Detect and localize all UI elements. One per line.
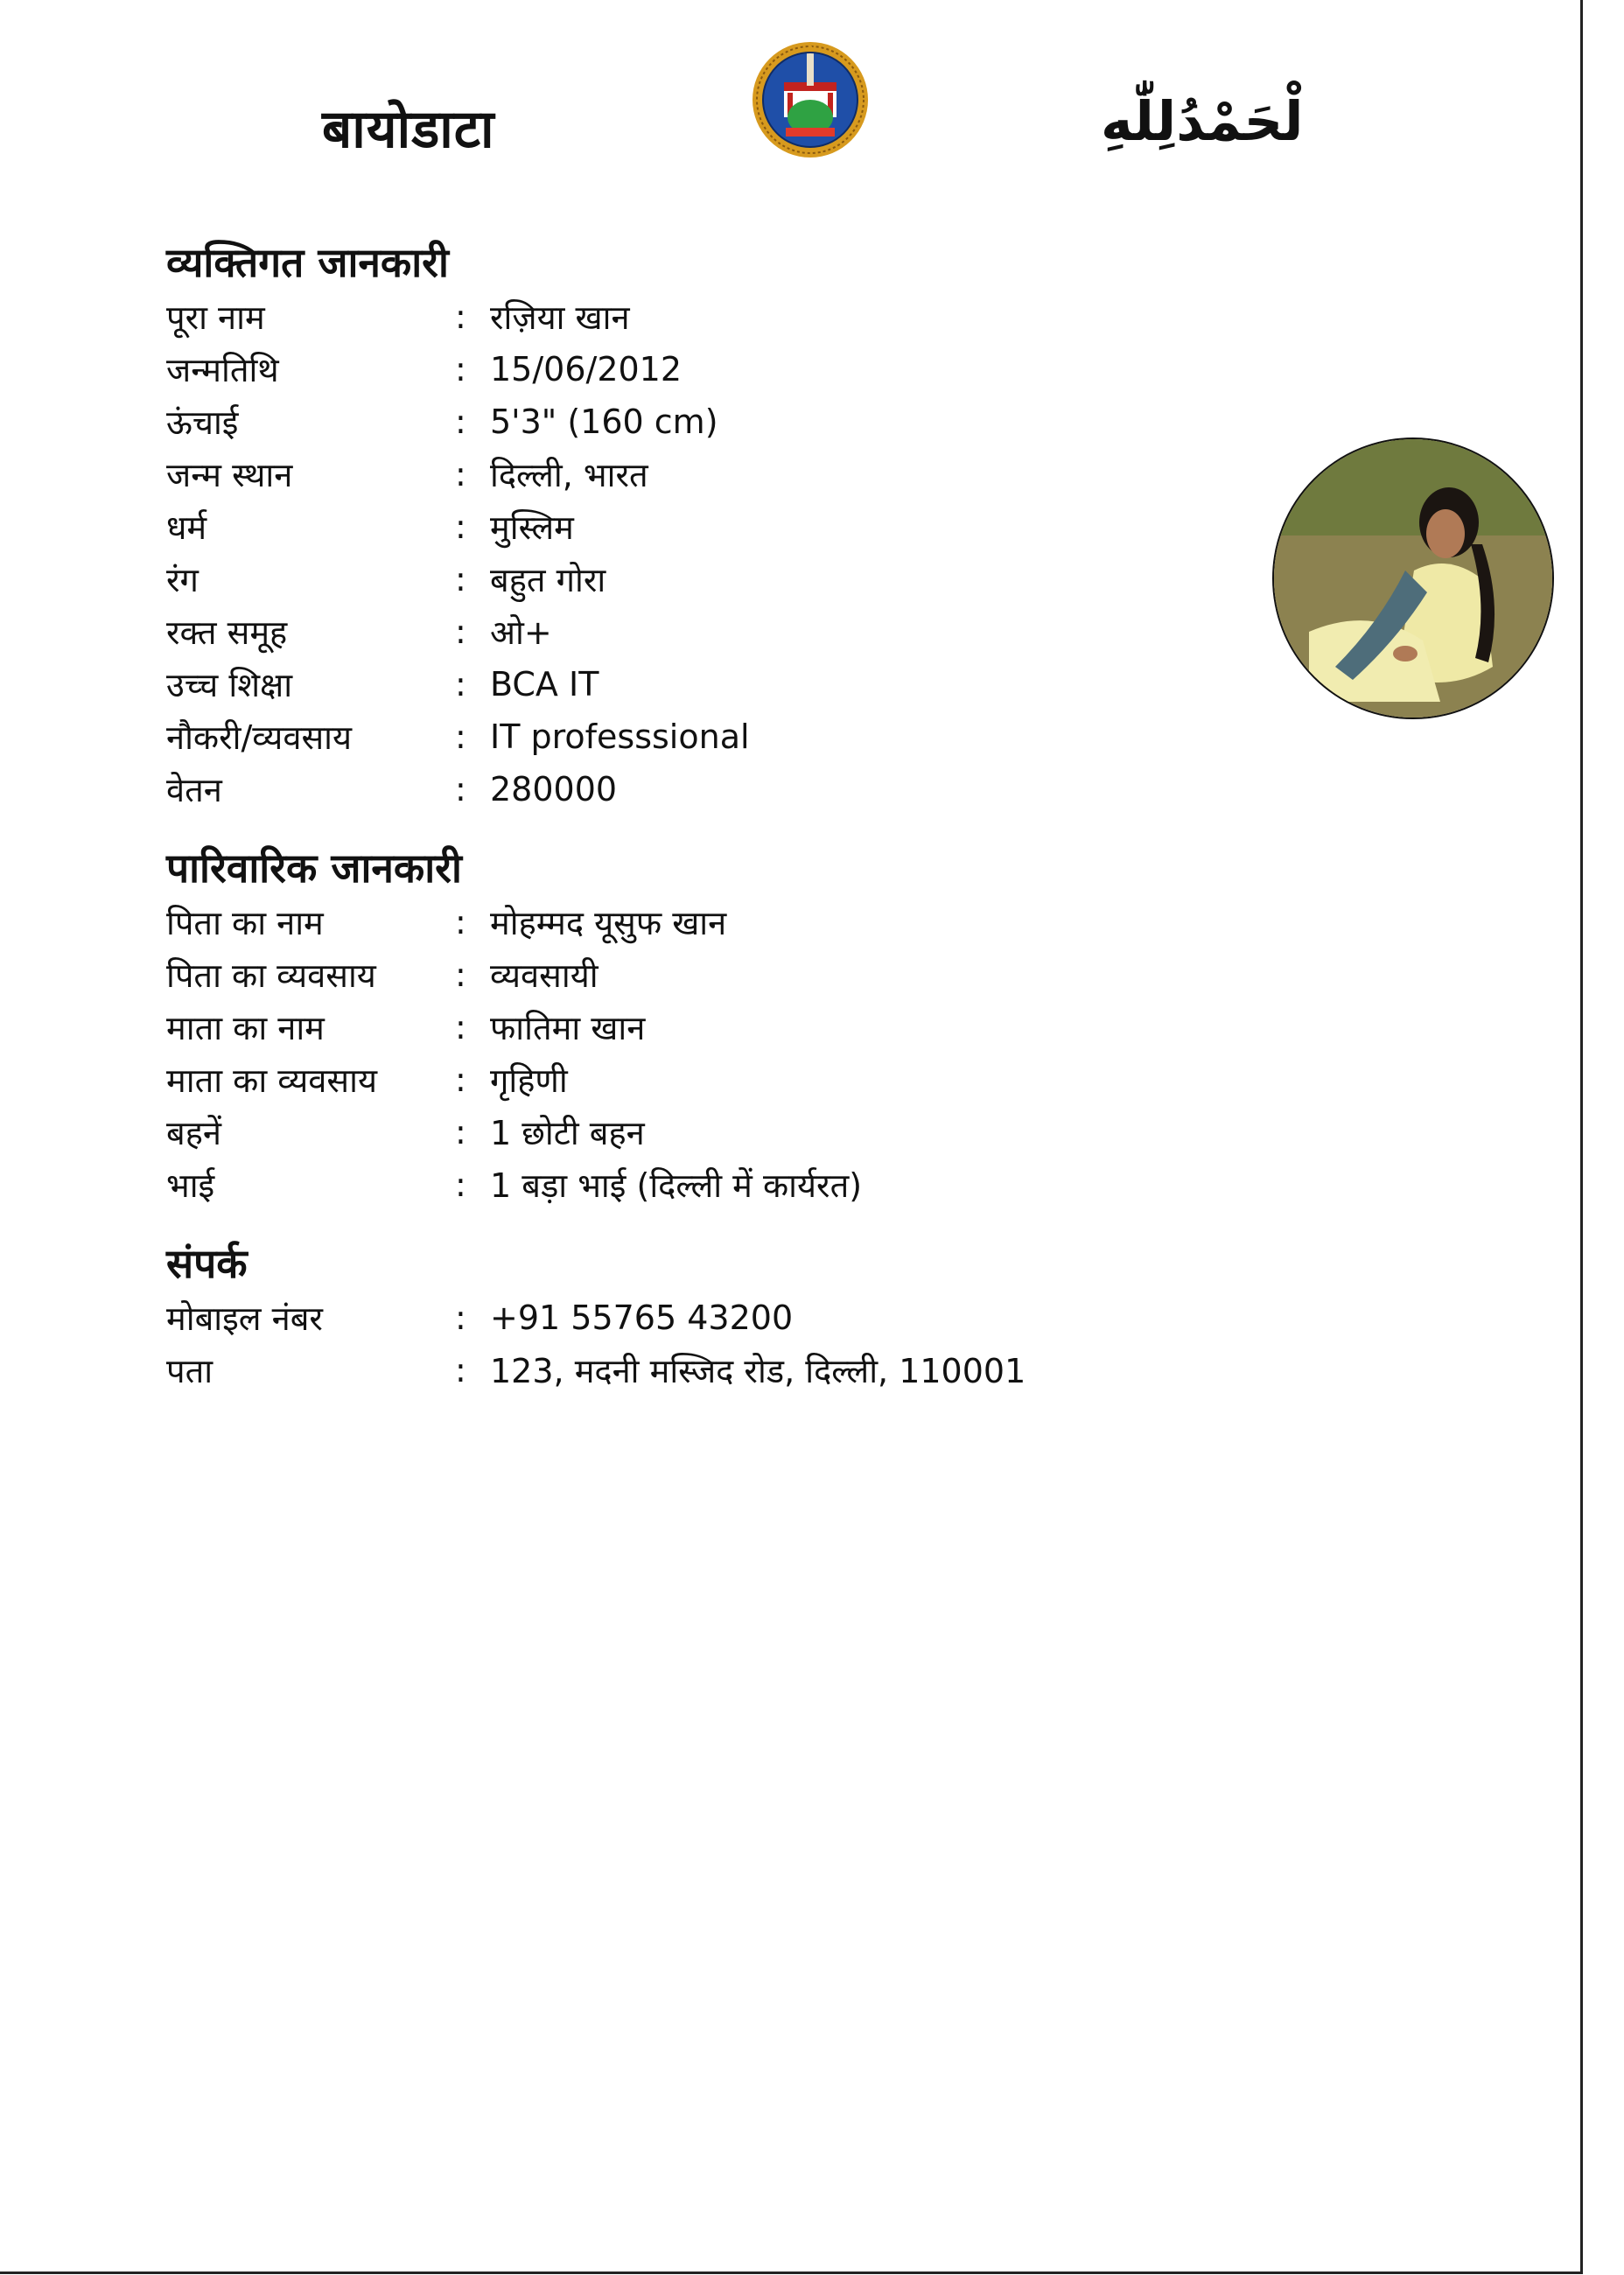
row-colon: : [455,1351,466,1390]
row-label: जन्म स्थान [166,456,293,494]
row-value: 1 बड़ा भाई (दिल्ली में कार्यरत) [490,1166,863,1205]
row-colon: : [455,508,466,546]
row-label: पिता का व्यवसाय [166,956,376,995]
row-colon: : [455,350,466,388]
row-label: पिता का नाम [166,904,324,942]
personal-row [166,290,630,343]
row-label: पता [166,1352,214,1390]
row-value: दिल्ली, भारत [490,456,648,494]
row-label: रक्त समूह [166,613,288,652]
row-value: रज़िया खान [490,298,630,337]
row-colon: : [455,1113,466,1152]
family-info-heading: पारिवारिक जानकारी [166,844,462,892]
row-label: माता का नाम [166,1009,325,1047]
row-colon: : [455,560,466,598]
row-colon: : [455,718,466,756]
row-colon: : [455,1060,466,1099]
family-row [166,896,726,948]
personal-row [166,606,552,658]
row-label: जन्मतिथि [166,351,279,389]
row-value: फातिमा खान [490,1009,646,1047]
row-value: गृहिणी [490,1061,568,1100]
row-value: व्यवसायी [490,956,598,995]
family-row [166,1106,645,1158]
row-label: मोबाइल नंबर [166,1299,323,1338]
personal-row [166,710,750,763]
contact-row [166,1292,793,1344]
row-label: वेतन [166,771,222,809]
row-value: 5'3" (160 cm) [490,402,718,441]
row-value: मुस्लिम [490,508,574,547]
row-label: भाई [166,1166,215,1205]
row-value: 15/06/2012 [490,350,682,388]
family-row [166,1054,568,1106]
row-label: माता का व्यवसाय [166,1061,377,1100]
row-colon: : [455,665,466,704]
row-label: नौकरी/व्यवसाय [166,718,353,757]
row-value: IT professsional [490,718,750,756]
row-colon: : [455,1008,466,1046]
contact-heading: संपर्क [166,1240,248,1287]
row-colon: : [455,903,466,942]
row-colon: : [455,1298,466,1337]
personal-row [166,763,617,816]
row-colon: : [455,298,466,336]
contact-row [166,1344,1026,1396]
row-value: 1 छोटी बहन [490,1114,645,1152]
row-colon: : [455,770,466,808]
personal-info-heading: व्यक्तिगत जानकारी [166,239,449,286]
profile-photo-woman-icon [1272,438,1554,719]
row-colon: : [455,1166,466,1204]
row-value: बहुत गोरा [490,561,606,599]
alhamdulillah-text: لْحَمْدُلِلّٰهِ [1101,89,1304,153]
row-value: मोहम्मद यूसुफ खान [490,904,727,942]
row-label: उच्च शिक्षा [166,666,293,704]
row-value: BCA IT [490,665,599,704]
page-title: बायोडाटा [322,99,495,160]
personal-row [166,396,718,448]
row-value: 123, मदनी मस्जिद रोड, दिल्ली, 110001 [490,1352,1026,1390]
family-row [166,1001,645,1054]
row-label: बहनें [166,1114,221,1152]
row-value: ओ+ [490,613,552,652]
family-row [166,1158,862,1211]
row-label: रंग [166,561,199,599]
row-value: 280000 [490,770,618,808]
row-label: धर्म [166,508,207,547]
personal-row [166,343,682,396]
row-colon: : [455,612,466,651]
family-row [166,948,598,1001]
personal-row [166,553,606,606]
row-label: पूरा नाम [166,298,265,337]
personal-row [166,658,598,710]
mosque-dome-emblem-icon [751,40,870,159]
personal-row [166,448,648,500]
row-label: ऊंचाई [166,403,239,442]
row-colon: : [455,956,466,994]
row-value: +91 55765 43200 [490,1298,794,1337]
personal-row [166,500,574,553]
row-colon: : [455,455,466,494]
row-colon: : [455,402,466,441]
